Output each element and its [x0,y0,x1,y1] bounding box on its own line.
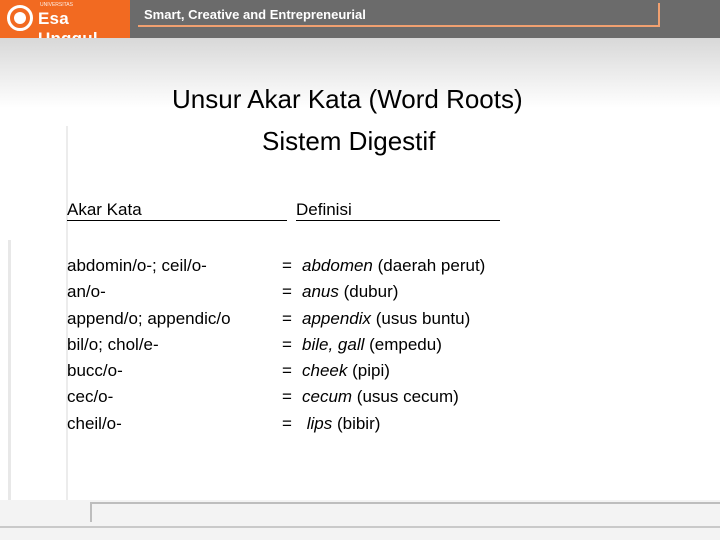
tagline: Smart, Creative and Entrepreneurial [144,7,366,22]
definition-term: bile, gall [302,334,365,354]
definition-list [282,253,702,437]
definition-item [282,279,702,305]
equals-sign: = [282,308,292,328]
definition-meaning: (usus cecum) [352,387,459,407]
term-item: abdomin/o-; ceil/o- [67,256,207,275]
logo [0,0,130,38]
term-item: bucc/o- [67,361,123,381]
definition-term: abdomen [302,256,373,275]
term-item: cheil/o- [67,413,122,433]
definition-item [282,332,702,358]
definition-term: lips [302,413,333,433]
footer-rule [0,526,720,528]
definition-term: appendix [302,308,372,328]
definition-term: anus [302,282,339,302]
title-line-2: Sistem Digestif [262,126,436,156]
equals-sign: = [282,256,292,275]
term-list [67,253,282,437]
equals-sign: = [282,413,292,433]
term-item: an/o- [67,282,106,302]
definition-item [282,384,702,410]
equals-sign: = [282,361,292,381]
definition-item [282,358,702,384]
definition-meaning: (dubur) [338,282,399,302]
column-header-root: Akar Kata [67,200,287,221]
definition-item [282,306,702,332]
decorative-line [8,240,11,540]
header-bar [0,0,720,38]
equals-sign: = [282,334,292,354]
footer-frame-line [90,502,720,522]
definition-meaning: (usus buntu) [371,308,471,328]
definition-item [282,253,702,279]
logo-text: Esa [38,9,69,28]
logo-small-text: UNIVERSITAS [40,2,73,8]
definition-meaning: (empedu) [364,334,442,354]
term-item: bil/o; chol/e- [67,334,159,354]
logo-emblem-icon [7,5,33,31]
term-item: append/o; appendic/o [67,308,231,328]
title-line-1: Unsur Akar Kata (Word Roots) [172,84,523,114]
equals-sign: = [282,282,292,302]
equals-sign: = [282,387,292,407]
definition-meaning: (daerah perut) [372,256,486,275]
definition-meaning: (bibir) [332,413,381,433]
column-header-definition: Definisi [296,200,500,221]
definition-term: cecum [302,387,353,407]
definition-meaning: (pipi) [347,361,390,381]
term-item: cec/o- [67,387,114,407]
definition-term: cheek [302,361,348,381]
definition-item [282,411,702,437]
